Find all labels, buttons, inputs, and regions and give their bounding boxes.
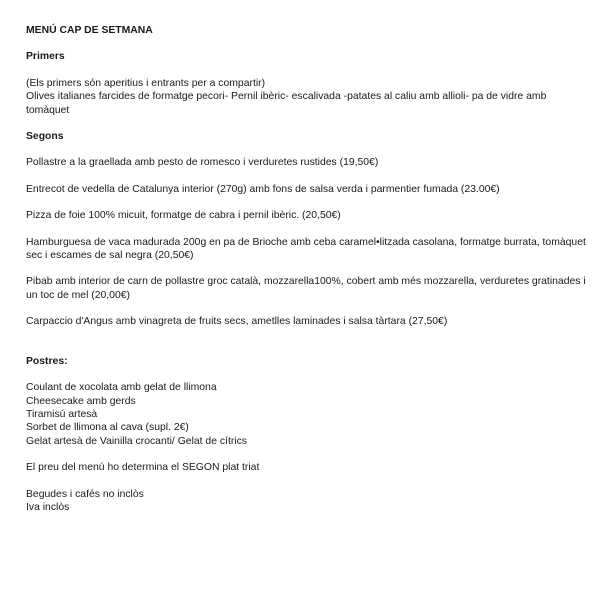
- price-note: El preu del menú ho determina el SEGON plat triat: [26, 462, 260, 474]
- vat-note: Iva inclòs: [26, 501, 70, 513]
- postre-item: Tiramisú artesà: [26, 408, 98, 420]
- segon-item-carpaccio: Carpaccio d'Angus amb vinagreta de fruits secs, ametlles laminades i salsa tàrtara (27,50€): [26, 316, 448, 328]
- menu-document: [26, 24, 586, 514]
- segon-item-pizza: Pizza de foie 100% micuit, formatge de cabra i pernil ibèric. (20,50€): [26, 210, 341, 222]
- postre-item: Cheesecake amb gerds: [26, 395, 136, 407]
- postre-item: Sorbet de llimona al cava (supl. 2€): [26, 422, 189, 434]
- primers-items: Olives italianes farcides de formatge pecori- Pernil ibèric- escalivada -patates al caliu amb allioli- pa de vidre amb tomàquet: [26, 91, 547, 116]
- postres-heading: Postres:: [26, 355, 68, 367]
- menu-title: MENÚ CAP DE SETMANA: [26, 25, 153, 36]
- segon-item-entrecot: Entrecot de vedella de Catalunya interior (270g) amb fons de salsa verda i parmentier fumada (23.00€): [26, 183, 500, 195]
- primers-heading: Primers: [26, 51, 65, 63]
- drinks-note: Begudes i cafés no inclòs: [26, 488, 144, 500]
- segon-item-pibab: Pibab amb interior de carn de pollastre groc català, mozzarella100%, cobert amb més mozzarella, verduretes gratinades i un toc de mel (20,00€): [26, 276, 586, 301]
- primers-note: (Els primers són aperitius i entrants per a compartir): [26, 77, 266, 89]
- segon-item-hamburguesa: Hamburguesa de vaca madurada 200g en pa de Brioche amb ceba caramel•litzada casolana, formatge burrata, tomàquet sec i escames de sal negra (20,50€): [26, 236, 586, 262]
- segon-item-pollastre: Pollastre a la graellada amb pesto de romesco i verduretes rustides (19,50€): [26, 157, 379, 169]
- postre-item: Coulant de xocolata amb gelat de llimona: [26, 382, 217, 394]
- segons-heading: Segons: [26, 131, 64, 143]
- postre-item: Gelat artesà de Vainilla crocanti/ Gelat de cítrics: [26, 435, 247, 447]
